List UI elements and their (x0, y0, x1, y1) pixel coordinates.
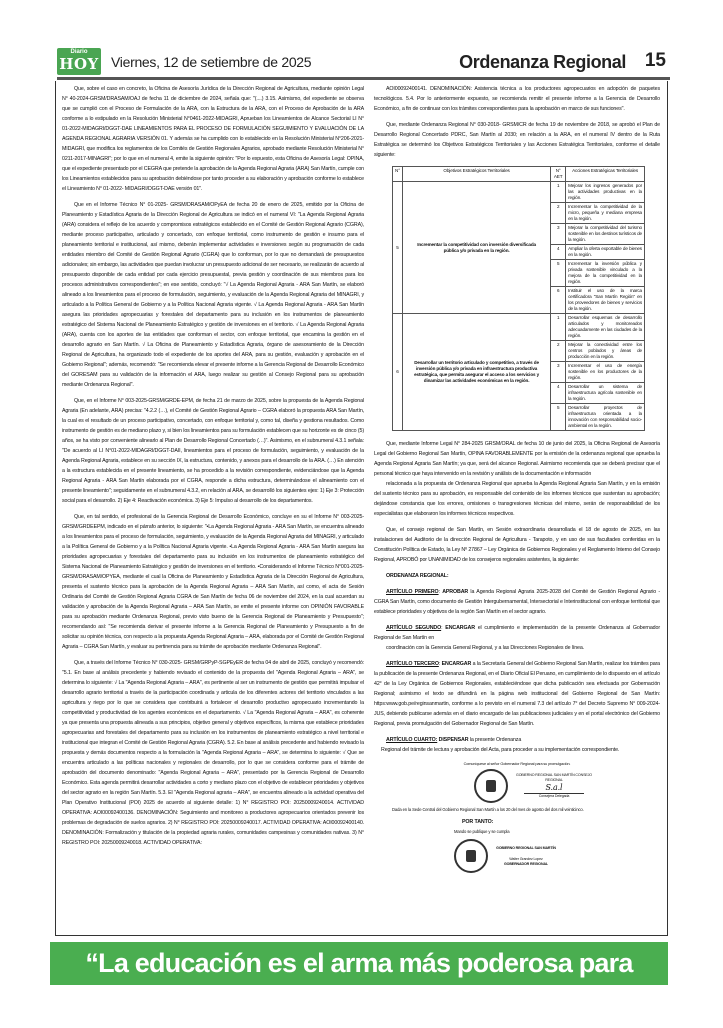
paragraph: Que, sobre el caso en concreto, la Oficina de Asesoría Jurídica de la Dirección Regional de Agricultura, mediante opinión Legal N° 40-2024-GRSM/DRASAM/OAJ de fecha 11 de diciembre de 2024, señala que: "(....) 3.15. Asimismo, del expediente se observa que se cumplió con el Proceso de Formulación de la ARA, con la Estructura de la ARA, con el Proceso de Aprobación de la ARA conforme a lo estipulado en la Resolución Ministerial N°0461-2022-MIDAGRI, Aprueban los Lineamientos de Alcance Sectorial LI N° 01-2022-MIDAGRI/DGGT-DAE LINEAMIENTOS PARA EL PROCESO DE FORMULACIÓN SEGUIMIENTO Y EVALUACIÓN DE LA AGENDA REGIONAL AGRARIA VERSIÓN 01. Y además se ha cumplido con lo establecido en la Resolución Ministerial N°206-2021-MIDAGRI, que modifica los reglamentos de los Comités de Gestión Regionales Agrarios, aprobado mediante Resolución Ministerial N° 0211-2017-MINAGRI"; por lo que en el numeral 4, emite la siguiente opinión: "Por lo expuesto, esta Oficina de Asesoría Legal: OPINA, que el expediente presentado por el CEGRA que pretende la aprobación de la Agenda Regional Agraria (ARA) San Martín, cumple con los Lineamientos establecidos para su aprobación debiéndose por tanto proceder a su elaboración y aprobación conforme lo establece el Lineamiento N° 01-2022- MIDAGRI/DGGT-DAE versión 01". (62, 86, 364, 192)
paragraph: Que, mediante Informe Legal N° 284-2025 GRSM/ORAL de fecha 10 de junio del 2025, la Oficina Regional de Asesoría Legal del Gobierno Regional San Martín, OPINA FAVORABLEMENTE por la emisión de la ordenanza regional que aprueba la Agenda Regional Agraria San Martín; ya que, será del alcance Regional. Asimismo recomienda que se deberá precisar que el personal técnico que haya intervenido en la revisión y análisis de la documentación e información (374, 441, 660, 477)
article-verb: ENCARGAR (445, 625, 475, 631)
article-4-cont: Regional del trámite de lectura y aprobación del Acta, para proceder a su implementación correspondiente. (381, 747, 620, 753)
mando-text: Mando se publique y se cumpla (454, 829, 510, 834)
article-3: ARTÍCULO TERCERO: ENCARGAR a la Secretaría General del Gobierno Regional San Martín, realizar los trámites para la publicación de la presente Ordenanza Regional, en el Diario Oficial El Peruano, en cumplimiento de lo dispuesto en el artículo 42° de la Ley Orgánica de Gobiernos Regionales, estableciéndose que dicha publicación sea efectuada por Gobernación Regional; asimismo el texto se difundirá en la página web institucional del Gobierno Regional de San Martín: https:www.gob.pe/reginsanmartin, conforme a lo previsto en el numeral 7.3 del artículo 7° del Decreto Supremo N° 009-2024-JUS, debiendo publicarse además en el diario encargado de las publicaciones judiciales y en el portal electrónico del Gobierno Regional, previa promulgación del Gobernador Regional de San Martín. (374, 661, 660, 727)
article-text: la Agenda Regional Agraria 2025-2028 del Comité de Gestión Regional Agrario - CGRA San Martín, como documento de Gestión Intergubernamental, Intersectorial e Interinstitucional con enfoque territorial que establece prioridades y objetivos de la región San Martín en el sector agrario. (374, 589, 660, 615)
table-body (393, 182, 645, 431)
action-number: 1 (551, 182, 566, 203)
article-4 (374, 735, 660, 745)
article-verb: DISPENSAR (438, 737, 469, 743)
signature-role: GOBERNADOR REGIONAL (503, 861, 549, 866)
article-label: ARTÍCULO PRIMERO (386, 589, 439, 595)
action-number: 5 (551, 260, 566, 287)
header-rule (57, 77, 670, 80)
paragraph: Que, en el Informe N° 003-2025-GRSM/GRDE-EPM, de fecha 21 de marzo de 2025, sobre la propuesta de la Agenda Regional Agraria (En adelante, ARA) precisa: "4.2.2 (…), el Comité de Gestión Regional Agrario – CGRA elaboró la propuesta ARA San Martín, la cual es el resultado de un proceso participativo, concertado, con enfoque territorial y, como tal, diseña y gestiona resultados. Como instrumento de gestión es de mediano plazo y, si bien los lineamientos para su formulación establecen que su horizonte es de cinco (5) años, se ha visto por conveniente alinearlo al Plan de Desarrollo Regional Concertado (…)". Asimismo, en el subnumeral 4.3.1 señala: "De acuerdo al LI N°01-2022-MIDAGRI/DGGT-DAII, lineamientos para el proceso de formulación, seguimiento, y evaluación de la Agenda Regional Agraria, establece en su sección IX, la estructura, contenido, y anexos para el desarrollo de la ARA. (…) En atención a la estructura establecida en el presente lineamiento, se ha procedido a la revisión correspondiente, evidenciándose que la Agenda Regional Agraria - ARA San Martín elaborada por el CGRA, responde a dicha estructura, determinándose el alineamiento con el presente lineamiento"; seguidamente en el subnumeral 4.3.2, en relación al ARA, se desarrolló los siguientes ejes: 1) Eje 3: Protección social para el desarrollo. 2) Eje 4: Reactivación económica. 3) Eje 5: Impulso al desarrollo de los departamentos. (62, 398, 364, 504)
action-number: 4 (551, 383, 566, 404)
action-number: 6 (551, 287, 566, 314)
article-verb: ENCARGAR (441, 661, 472, 667)
action-text: Mejorar la competitividad del turismo sostenible en los destinos turísticos de la región. (566, 224, 645, 245)
paragraph: Que en el Informe Técnico N° 01-2025- GRSM/DRASAM/OPyEA de fecha 20 de enero de 2025, emitido por la Oficina de Planeamiento y Estadística Agraria de la Dirección Regional de Agricultura se indicó en el numeral VI: "La Agenda Regional Agraria (ARA) considera el reflejo de los acuerdo y compromisos estratégicos establecido en el Comité de Gestión Regional Agrario (CGRA), mediante proceso participativo, articulado y concertado, con enfoque territorial, como instrumento de gestión e insumo para el planeamiento territorial e institucional, así mismo, deberán implementar actividades e inversiones según su programación de cada entidades miembro del Comité de Gestión Regional Agrario (CGRA) que lo conforman, por lo que no demandará de presupuestos adicionales; sin embargo, las actividades que puedan involucrar un presupuesto adicional de ser necesario, se realizarán de acuerdo al presupuesto disponible de cada entidad por cada ejercicio presupuestal, previa gestión y coordinación de sus miembros para los procesos administrativos correspondientes"; en ese sentido, concluyó: "√ La Agenda Regional Agraria - ARA San Martín, se elaboró alineado a los lineamientos para el proceso de formulación, seguimiento, y evaluación de la Agenda Regional Agraria del MINAGRI, y articulado a la Política General de Gobierno y a la Política Nacional Agraria vigente. √ La Agenda Regional Agraria - ARA San Martín asegura las prioridades agropecuarias y forestales del departamento para su inclusión en los instrumentos de planeamiento estratégico del Sistema Nacional de Planeamiento Estratégico y gestión de inversiones en el territorio. √ La Agenda Regional Agraria (ARA), cuenta con los aportes de las entidades que conforman el sector, con enfoque territorial, que encamina la gestión en el desarrollo agrario en San Martín. √ La Oficina de Planeamiento y Estadística Agraria, órgano de asesoramiento de la Dirección Regional de Agricultura, ha organizado todo el expediente de los aportes del ARA, para su gestión, evaluación y aprobación en el Gobierno Regional"; además, recomendó: "Se recomienda elevar el presente informe a la Gerencia Regional de Desarrollo Económico del GORESAM para su validación de la información el ARA, luego realizar su gestión al Consejo Regional para su aprobación mediante Ordenanza Regional". (62, 202, 364, 388)
governor-signature-text (494, 846, 558, 867)
col-header: Objetivos Estratégicos Territoriales (402, 167, 550, 182)
table-row (393, 314, 645, 341)
paragraph: Que, mediante Ordenanza Regional N° 030-2018- GRSM/CR de fecha 19 de noviembre de 2018, se aprobó el Plan de Desarrollo Regional Concertado PDRC, San Martín al 2030; en relación a la ARA, en el numeral IV dentro de la Ruta Estratégica se determinó los Objetivos Estratégicos Territoriales y las Acciones Estratégica Territoriales, conforme el detalle siguiente: (374, 122, 660, 158)
signature-org: GOBIERNO REGIONAL SAN MARTÍN (496, 845, 556, 850)
signature-name: Walter Grandez Lopez (509, 856, 543, 861)
action-text: Mejorar la conectividad entre los centros poblados y áreas de producción en la región. (566, 341, 645, 362)
article-label: ARTÍCULO SEGUNDO (386, 625, 442, 631)
action-text: Incrementar la competitividad de la micro, pequeña y mediana empresa en la región. (566, 203, 645, 224)
signature-scribble: S.a.l (545, 783, 563, 792)
article-text: a la Secretaría General del Gobierno Regional San Martín, realizar los trámites para la publicación de la presente Ordenanza Regional, en el Diario Oficial El Peruano, en cumplimiento de lo dispuesto en el artículo 42° de la Ley Orgánica de Gobiernos Regionales, estableciéndose que dicha publicación sea efectuada por Gobernación Regional; asimismo el texto se difundirá en la página web institucional del Gobierno Regional de San Martín: https:www.gob.pe/reginsanmartin, conforme a lo previsto en el numeral 7.3 del artículo 7° del Decreto Supremo N° 009-2024-JUS, debiendo publicarse además en el diario encargado de las publicaciones judiciales y en el portal electrónico del Gobierno Regional, previa promulgación del Gobernador Regional de San Martín. (374, 661, 660, 727)
page-number: 15 (644, 50, 666, 71)
paragraph: Que, a través del Informe Técnico N° 030-2025- GRSM/GRPyP-SGPEyER de fecha 04 de abril de 2025, concluyó y recomendó: "5.1. En base al análisis precedente y habiendo revisado el contenido de la propuesta del "Agenda Regional Agraria – ARA", se determina lo siguiente: √ La "Agenda Regional Agraria – ARA", es pertinente al ser un instrumento de gestión que permitirá impulsar el desarrollo agrario territorial a través de la participación coordinada y articula de los diferentes actores del territorio vinculados a las agricultura y riego por lo que se considera que contribuirá a fortalecer el desarrollo productivo agropecuario incrementando la competitividad y productividad de los agentes económicos en el departamento. √ La "Agenda Regional Agraria – ARA", es coherente ya que presenta una propuesta alineada a sus principios, objetivo general y objetivos específicos, la misma que establece prioridades agropecuarias and forestales del departamento para su inclusión en los instrumentos de planeamiento estratégico a nivel territorial e institucional que integran el Comité de Gestión Regional Agraria (CGRA). 5.2. En base al análisis precedente and habiendo revisado la propuesta y demás documentos respecto a la formulación la "Agenda Regional Agraria – ARA", se determina lo siguiente: √ Que se encuentra articulado a las políticas nacionales y regionales de desarrollo, por lo que se considera conforme para el trámite de aprobación del documento denominado: "Agenda Regional Agraria – ARA", presentado por la Gerencia Regional de Desarrollo Económico. Esta agenda permitirá desarrollar actividades a corto y mediano plazo con el objetivo de establecer prioridades y objetivos del sector agrario en la región San Martín. 5.3. El "Agenda Regional agraria – ARA", se encuentra alineado a la actividad operativa del Plan Operativo Institucional (POI) 2025 de acuerdo al siguiente detalle: 1) N° REGISTRO POI: 20250009240014. ACTIVIDAD OPERATIVA: AOI00092400136. DENOMINACIÓN: Seguimiento and monitoreo a productores agropecuarios orientados prevenir los problemas de degradación de suelos agrarios. 2) N° REGISTRO POI: 20250009240017. ACTIVIDAD OPERATIVA: AOI00092400140. DENOMINACIÓN: Formalización y titulación de la propiedad agraria rurales, comunidades campesinas y comunidades nativas. 3) N° REGISTRO POI: 20250009240018. ACTIVIDAD OPERATIVA: (62, 660, 364, 846)
action-text: Mejorar los ingresos generados por las actividades productivas en la región. (566, 182, 645, 203)
action-number: 4 (551, 245, 566, 260)
comuniquese-text: Comuníquese al señor Gobernador Regional para su promulgación. (463, 762, 571, 766)
article-label: ARTÍCULO CUARTO: (386, 737, 438, 743)
article-text: el cumplimiento e implementación de la presente Ordenanza al Gobernador Regional de San Martín en (374, 625, 660, 641)
governor-seal-icon (454, 839, 488, 873)
action-text: Desarrollar esquemas de desarrollo articulados y monitoreados adecuadamente en las ciudades de la región. (566, 314, 645, 341)
action-text: Desarrollar proyectos de infraestructura orientada a la innovación con responsabilidad socio-ambiental en la región. (566, 404, 645, 431)
page-header (57, 46, 670, 78)
article-2-cont: coordinación con la Gerencia General Regional, y a las Direcciones Regionales de línea. (386, 645, 585, 651)
diario-hoy-logo (57, 48, 101, 75)
action-number: 2 (551, 341, 566, 362)
logo-top-text: Diario (70, 49, 88, 55)
paragraph: AOI00092400141. DENOMINACIÓN: Asistencia técnica a los productores agropecuarios en adopción de paquetes tecnológicos. 5.4. Por lo anteriormente expuesto, se recomienda remitir el presente informe a la Gerencia de Desarrollo Económico, a fin de continuar con los trámites correspondientes para la aprobación en marco de sus funciones". (374, 86, 660, 112)
objective-number: 6 (393, 314, 403, 431)
action-number: 3 (551, 224, 566, 245)
ordinance-heading: ORDENANZA REGIONAL: (386, 573, 449, 579)
objective-text: Desarrollar un territorio articulado y competitivo, a través de inversión pública y/o privada en infraestructura productiva estratégica, que permita asegurar el acceso a los servicios y dinamizar las actividades económicas en la región. (402, 314, 550, 431)
table-row (393, 182, 645, 203)
paragraph: Que, en tal sentido, el profesional de la Gerencia Regional de Desarrollo Económico, concluye en su el Informe N° 003-2025-GRSM/GRDEEPM, indicado en el párrafo anterior, lo siguiente: "•La Agenda Regional Agraria - ARA San Martín, se encuentra alineado a los lineamientos para el proceso de formulación, seguimiento, y evaluación de la Agenda Regional Agraria del MINAGRI, y articulado a la Política General de Gobierno y a la Política Nacional Agraria vigente. •La Agenda Regional Agraria - ARA San Martín asegura las prioridades agropecuarias y forestales del departamento para su inclusión en los instrumentos de planeamiento estratégico del Sistema Nacional de Planeamiento Estratégico y gestión de inversiones en el territorio. •Considerando el Informe Técnico N°001-2025-GRSM/DRASAM/OPYEA, mediante el cual la Oficina de Planeamiento y Estadística Agraria de la Dirección Regional de Agricultura, presenta el sustento técnico para la aprobación de la Agenda Regional Agraria – ARA San Martín, así como, el acta de Sesión Ordinaria del Comité de Gestión Regional Agraria CGRA de San Martín de fecha 06 de noviembre del 2024, en la cual acuerdan su validación y aprobación de la Agenda Regional Agraria – ARA San Martín, se emite el presente informe con OPINIÓN FAVORABLE para su aprobación mediante Ordenanza Regional, previo visto bueno de la Gerencia Regional de Planeamiento y Presupuesto"; recomendando así: "Se recomienda derivar el presente informe a la Gerencia Regional de Planeamiento y Presupuesto a fin de solicitar su opinión técnica, con respecto a la propuesta Agenda Regional Agraria – ARA, elaborada por el Comité de Gestión Regional Agraria – CGRA San Martín, y evaluar su pertinencia para su trámite de aprobación mediante Ordenanza Regional". (62, 514, 364, 650)
ordinance-box (55, 81, 668, 936)
council-signature-text (514, 773, 594, 799)
col-header: Acciones Estratégicas Territoriales (566, 167, 645, 182)
action-number: 1 (551, 314, 566, 341)
objective-text: Incrementar la competitividad con inversión diversificada pública y/o privada en la región. (402, 182, 550, 314)
action-number: 2 (551, 203, 566, 224)
logo-main-text: HOY (59, 55, 99, 73)
paragraph: relacionada a la propuesta de Ordenanza Regional que aprueba la Agenda Regional Agraria San Martín, y en la emisión del sustento técnico para su aprobación, es responsable del contenido de los informes técnicos que sustentan su aprobación; dejándose constancia que los errores, omisiones o transgresiones técnicas del mismo, serán de responsabilidad de los especialistas que elaboraron los informes técnicos respectivos. (374, 481, 660, 517)
quote-banner: “La educación es el arma más poderosa para cambiar el mundo” (50, 942, 668, 985)
action-number: 5 (551, 404, 566, 431)
paragraph: Que, el consejo regional de San Martín, en Sesión extraordinaria desarrollada el 18 de agosto de 2025, en las instalaciones del Auditorio de la dirección Regional de Agricultura - Tarapoto, y en uso de sus facultades conferidas en la Constitución Política de Estado, la Ley Nº 27867 – Ley Orgánica de Gobiernos Regionales y el Reglamento Interno del Consejo Regional, APROBÓ por UNANIMIDAD de los consejeros regionales asistentes, la siguiente: (374, 527, 660, 563)
action-number: 3 (551, 362, 566, 383)
issue-date: Viernes, 12 de setiembre de 2025 (111, 54, 312, 70)
council-signature-block (374, 769, 660, 803)
article-text: la presente Ordenanza (469, 737, 522, 743)
dada-text: Dada en la Sede Central del Gobierno Regional San Martín a los 20 del mes de agosto del dos mil veinticinco. (392, 807, 584, 812)
council-seal-icon (474, 769, 508, 803)
action-text: Incrementar la inversión pública y privada sostenible vinculado a la mejora de la competitividad en la región. (566, 260, 645, 287)
article-1: ARTÍCULO PRIMERO: APROBAR la Agenda Regional Agraria 2025-2028 del Comité de Gestión Regional Agrario - CGRA San Martín, como documento de Gestión Intergubernamental, Intersectorial e Interinstitucional con enfoque territorial que establece prioridades y objetivos de la región San Martín en el sector agrario. (374, 589, 660, 615)
signature-org: GOBIERNO REGIONAL SAN MARTÍN CONSEJO REGIONAL (516, 773, 592, 782)
left-column (62, 81, 364, 854)
action-text: Instituir el uso de la marca certificadora "San Martín Región" en los proveedores de bienes y servicios de la región. (566, 287, 645, 314)
strategic-objectives-table (392, 166, 645, 431)
article-2: ARTÍCULO SEGUNDO: ENCARGAR el cumplimiento e implementación de la presente Ordenanza al Gobernador Regional de San Martín en (374, 625, 660, 641)
section-title: Ordenanza Regional (459, 52, 626, 72)
col-header: N° (393, 167, 403, 182)
col-header: N° AET (551, 167, 566, 182)
action-text: Desarrollar un sistema de infraestructura agrícola sostenible en la región. (566, 383, 645, 404)
governor-signature-block (374, 839, 660, 873)
action-text: Incrementar el uso de energía sostenible en los productores de la región. (566, 362, 645, 383)
action-text: Ampliar la oferta exportable de bienes en la región. (566, 245, 645, 260)
objective-number: 5 (393, 182, 403, 314)
por-tanto: POR TANTO: (462, 819, 494, 825)
article-verb: APROBAR (442, 589, 469, 595)
signature-name: Consejera Delegada (524, 793, 584, 799)
right-column (374, 81, 660, 877)
article-label: ARTÍCULO TERCERO (386, 661, 439, 667)
